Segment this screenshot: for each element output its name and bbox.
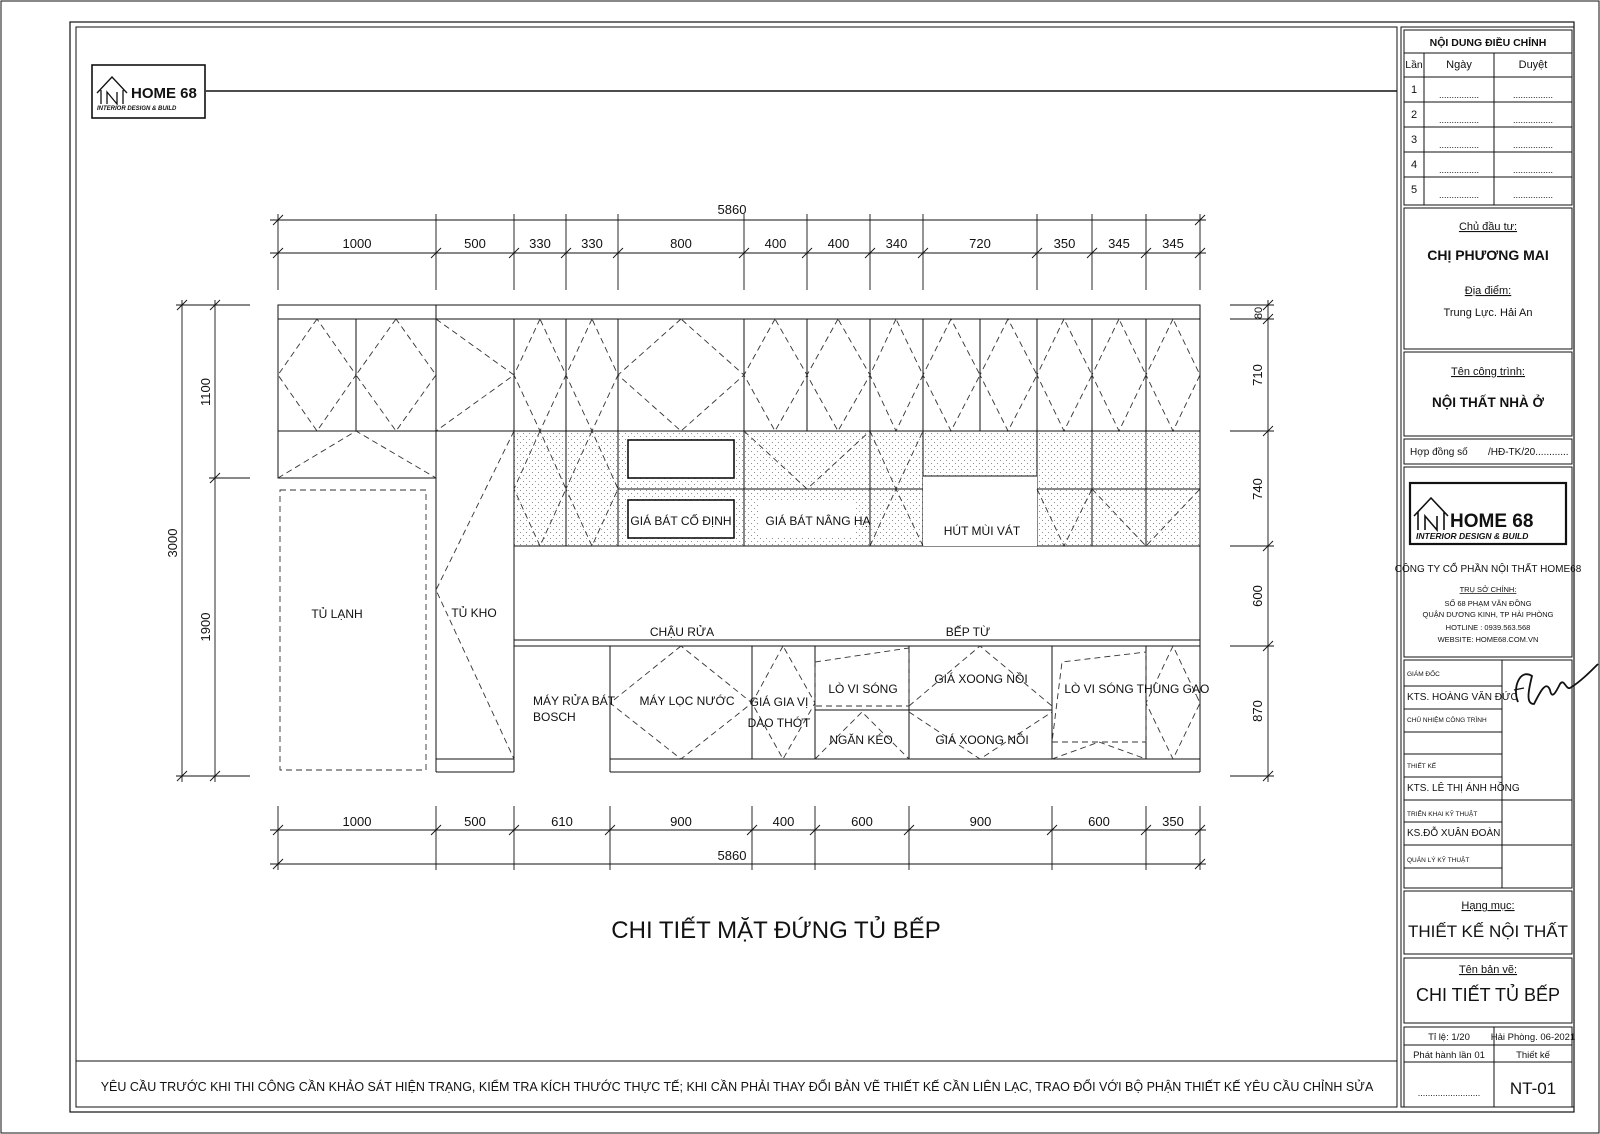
- dim-bottom-6: 900: [969, 814, 992, 829]
- label-gia-xoong-noi-1: GIÁ XOONG NỒI: [934, 672, 1028, 686]
- sheet-value: CHI TIẾT TỦ BẾP: [1415, 985, 1561, 1005]
- owner-label: Chủ đầu tư:: [1458, 221, 1518, 233]
- dim-top-7: 340: [885, 236, 908, 251]
- footer-note: YÊU CẦU TRƯỚC KHI THI CÔNG CẦN KHẢO SÁT HIỆN TRẠNG, KIỂM TRA KÍCH THƯỚC THỰC TẾ; KHI CẦN PHẢI THAY ĐỔI BẢN VẼ THIẾT KẾ CẦN LIÊN LẠC, TRAO ĐỔI VỚI BỘ PHẬN THIẾT KẾ YÊU CẦU CHỈNH SỬA: [100, 1080, 1374, 1094]
- revision-row-approval: ................: [1512, 115, 1554, 125]
- tech-name: KS.ĐỖ XUÂN ĐOÀN: [1407, 828, 1501, 839]
- label-ngan-keo: NGĂN KÉO: [829, 733, 893, 747]
- dim-right-710: 710: [1250, 364, 1265, 386]
- revision-title: NỘI DUNG ĐIỀU CHỈNH: [1429, 37, 1547, 49]
- logo-large: [1410, 483, 1566, 544]
- label-gia-bat-nang-ha: GIÁ BÁT NÂNG HẠ: [765, 514, 871, 528]
- label-gia-bat-co-dinh: GIÁ BÁT CỐ ĐỊNH: [630, 514, 732, 528]
- revision-row-date: ................: [1438, 140, 1480, 150]
- dim-top-6: 400: [827, 236, 850, 251]
- dim-bottom-5: 600: [851, 814, 873, 829]
- label-lo-vi-song-1: LÒ VI SÓNG: [828, 682, 898, 696]
- dim-bottom-8: 350: [1162, 814, 1184, 829]
- dim-bottom-7: 600: [1088, 814, 1110, 829]
- logo-small: [92, 65, 205, 118]
- location-label: Địa điểm:: [1464, 285, 1512, 297]
- dim-right-870: 870: [1250, 700, 1265, 722]
- dim-right-740: 740: [1250, 478, 1265, 500]
- contract-label: Hợp đồng số: [1410, 447, 1468, 458]
- label-dao-thot: DAO THỚT: [747, 716, 811, 730]
- logo-house-icon: [97, 77, 127, 104]
- drawing-frame: [76, 27, 1397, 1107]
- label-bep-tu: BẾP TỪ: [945, 625, 991, 639]
- revision-row-approval: ................: [1512, 90, 1554, 100]
- cabinet-elevation: [278, 305, 1209, 772]
- designer-name: KTS. LÊ THỊ ÁNH HỒNG: [1407, 783, 1520, 794]
- address-line-2: QUẬN DƯƠNG KINH, TP HẢI PHÒNG: [1422, 610, 1554, 619]
- revision-row-number: 3: [1410, 134, 1418, 146]
- dim-left-upper: 1100: [198, 378, 213, 406]
- label-tu-lanh: TỦ LẠNH: [311, 607, 363, 621]
- director-label: GIÁM ĐỐC: [1407, 671, 1440, 678]
- dim-right-80: 80: [1253, 306, 1265, 320]
- qa-label: QUẢN LÝ KỸ THUẬT: [1407, 857, 1470, 864]
- revision-table: [1404, 30, 1572, 205]
- logo-large-house-icon: [1414, 498, 1448, 530]
- revision-row-number: 2: [1410, 109, 1418, 121]
- director-signature: [1516, 664, 1598, 704]
- dim-top-11: 345: [1162, 236, 1184, 251]
- pm-label: CHỦ NHIỆM CÔNG TRÌNH: [1407, 717, 1487, 724]
- dim-top-4: 800: [670, 236, 692, 251]
- revision-row-date: ................: [1438, 190, 1480, 200]
- label-tu-kho: TỦ KHO: [451, 606, 497, 620]
- revision-col-ngay: Ngày: [1446, 59, 1472, 71]
- address-line-1: SỐ 68 PHẠM VĂN ĐỒNG: [1444, 599, 1532, 608]
- revision-row-date: ................: [1438, 90, 1480, 100]
- director-name: KTS. HOÀNG VĂN ĐỨC: [1407, 692, 1518, 703]
- sheet-label: Tên bản vẽ:: [1458, 964, 1518, 976]
- category-label: Hạng mục:: [1461, 900, 1515, 912]
- drawing-code: NT-01: [1509, 1079, 1557, 1098]
- designer-label: THIẾT KẾ: [1407, 763, 1437, 770]
- contract-value: /HĐ-TK/20............: [1488, 447, 1569, 458]
- website: WEBSITE: HOME68.COM.VN: [1437, 635, 1539, 644]
- label-may-loc-nuoc: MÁY LỌC NƯỚC: [639, 694, 735, 708]
- dim-bottom-total: 5860: [717, 848, 747, 863]
- dim-top-0: 1000: [342, 236, 372, 251]
- stage-value: Thiết kế: [1516, 1050, 1550, 1061]
- revision-row-number: 1: [1410, 84, 1418, 96]
- logo-tagline: INTERIOR DESIGN & BUILD: [97, 106, 177, 112]
- owner-name: CHỊ PHƯƠNG MAI: [1427, 247, 1549, 263]
- dim-right-600: 600: [1250, 585, 1265, 607]
- label-chau-rua: CHẬU RỬA: [649, 625, 715, 639]
- dim-left-total: 3000: [165, 528, 180, 558]
- dim-top-9: 350: [1053, 236, 1076, 251]
- hotline: HOTLINE : 0939.563.568: [1445, 623, 1531, 632]
- label-lo-vi-song-2: LÒ VI SÓNG: [1064, 682, 1134, 696]
- label-gia-xoong-noi-2: GIÁ XOONG NỒI: [935, 733, 1029, 747]
- logo-large-tagline: INTERIOR DESIGN & BUILD: [1416, 531, 1529, 541]
- revision-col-lan: Lần: [1405, 59, 1423, 71]
- dim-bottom-3: 900: [670, 814, 692, 829]
- revision-row-approval: ................: [1512, 140, 1554, 150]
- dim-left-lower: 1900: [198, 612, 213, 642]
- dim-top-3: 330: [581, 236, 603, 251]
- date-value: Hải Phòng. 06-2021: [1490, 1032, 1576, 1043]
- dim-bottom-1: 500: [464, 814, 486, 829]
- revision-row-approval: ................: [1512, 190, 1554, 200]
- revision-row-date: ................: [1438, 165, 1480, 175]
- dim-top-8: 720: [969, 236, 991, 251]
- label-thung-gao: THÙNG GẠO: [1136, 682, 1210, 696]
- label-hut-mui: HÚT MÙI VÁT: [943, 524, 1021, 538]
- dim-bottom-4: 400: [772, 814, 795, 829]
- label-may-rua-bat: MÁY RỬA BÁT: [533, 694, 616, 708]
- project-name: NỘI THẤT NHÀ Ở: [1431, 395, 1545, 410]
- issue-value: Phát hành lần 01: [1413, 1050, 1485, 1061]
- logo-large-brand: HOME 68: [1450, 511, 1534, 532]
- project-label: Tên công trình:: [1451, 366, 1525, 378]
- logo-brand: HOME 68: [131, 85, 197, 102]
- drawing-caption: CHI TIẾT MẶT ĐỨNG TỦ BẾP: [611, 917, 941, 944]
- dimension-top: [270, 214, 1206, 290]
- revision-row-date: ................: [1438, 115, 1480, 125]
- scale-value: Tỉ lệ: 1/20: [1428, 1032, 1470, 1043]
- category-value: THIẾT KẾ NỘI THẤT: [1408, 922, 1568, 941]
- revision-row-number: 4: [1410, 159, 1418, 171]
- dim-top-5: 400: [764, 236, 787, 251]
- dim-bottom-2: 610: [551, 814, 573, 829]
- dim-top-10: 345: [1108, 236, 1130, 251]
- hq-label: TRỤ SỞ CHÍNH:: [1459, 585, 1517, 594]
- sheet-frame: [70, 22, 1574, 1112]
- dimension-left: [176, 300, 250, 782]
- revision-col-duyet: Duyệt: [1518, 59, 1548, 71]
- revision-row-number: 5: [1410, 184, 1418, 196]
- dim-top-total: 5860: [717, 202, 747, 217]
- title-block: [1395, 27, 1598, 1107]
- label-gia-gia-vi: GIÁ GIA VỊ: [749, 695, 809, 709]
- label-may-rua-bat-brand: BOSCH: [533, 710, 576, 724]
- dim-top-2: 330: [529, 236, 551, 251]
- code-blank: .........................: [1417, 1088, 1481, 1098]
- location-value: Trung Lực. Hải An: [1443, 307, 1533, 319]
- dim-top-1: 500: [464, 236, 486, 251]
- sheet-outer-border: [1, 1, 1599, 1133]
- revision-row-approval: ................: [1512, 165, 1554, 175]
- dim-bottom-0: 1000: [342, 814, 372, 829]
- company-name: CÔNG TY CỔ PHẦN NỘI THẤT HOME68: [1394, 564, 1582, 575]
- tech-label: TRIỂN KHAI KỸ THUẬT: [1407, 811, 1478, 818]
